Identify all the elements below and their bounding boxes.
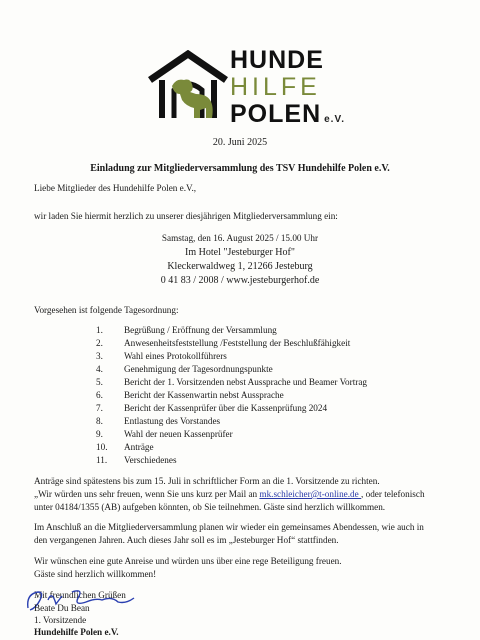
greeting: Liebe Mitglieder des Hundehilfe Polen e.V., [34,183,197,193]
list-item [96,429,233,439]
agenda-text: Entlastung des Vorstandes [124,416,221,426]
motions-line-2-pre: „Wir würden uns sehr freuen, wenn Sie uns kurz per Mail an [34,489,260,499]
agenda-number: 10. [96,442,108,452]
motions-line-2 [34,489,425,499]
agenda-text: Anwesenheitsfeststellung /Feststellung der Beschlußfähigkeit [124,338,351,348]
agenda-text: Wahl der neuen Kassenprüfer [124,429,233,439]
signer-role: 1. Vorsitzende [34,615,87,625]
motions-line-2-post: , oder telefonisch [361,489,425,499]
logo-line-3-text: POLEN [230,100,322,128]
agenda-number: 6. [96,390,103,400]
agenda-number: 11. [96,455,108,465]
agenda-text: Bericht der Kassenprüfer über die Kassenprüfung 2024 [124,403,328,413]
agenda-number: 2. [96,338,103,348]
logo-line-3 [230,102,345,127]
intro-text: wir laden Sie hiermit herzlich zu unserer diesjährigen Mitgliederversammlung ein: [34,211,338,221]
logo-wordmark [230,48,345,127]
dog-silhouette-icon [166,76,216,120]
venue-contact: 0 41 83 / 2008 / www.jesteburgerhof.de [160,275,320,286]
closing-line-1: Wir wünschen eine gute Anreise und würden uns über eine rege Beteiligung freuen. [34,556,342,566]
letter-date: 20. Juni 2025 [212,137,268,148]
list-item [96,364,273,374]
logo-line-2: HILFE [230,73,321,101]
venue-hotel: Im Hotel "Jesteburger Hof" [185,247,295,258]
venue-address: Kleckerwaldweg 1, 21266 Jesteburg [167,261,313,272]
list-item [96,351,227,361]
logo-line-1: HUNDE [230,46,324,74]
venue-datetime: Samstag, den 16. August 2025 / 15.00 Uhr [161,233,319,243]
agenda-number: 7. [96,403,103,413]
list-item [96,325,277,335]
signer-org: Hundehilfe Polen e.V. [34,627,119,637]
signer-name: Beate Du Bean [34,603,90,613]
list-item [96,442,154,452]
agenda-text: Wahl eines Protokollführers [124,351,227,361]
agenda-text: Verschiedenes [124,455,177,465]
agenda-text: Anträge [124,442,154,452]
motions-line-1: Anträge sind spätestens bis zum 15. Juli in schriftlicher Form an die 1. Vorsitzende zu richten. [34,476,380,486]
email-link[interactable]: mk.schleicher@t-online.de [259,489,362,499]
list-item [96,390,284,400]
agenda-number: 1. [96,325,103,335]
agenda-number: 9. [96,429,103,439]
motions-line-3: unter 04184/1355 (AB) aufgeben könnten, ob Sie teilnehmen. Gäste sind herzlich willkommen. [34,502,386,512]
agenda-number: 3. [96,351,103,361]
agenda-number: 5. [96,377,103,387]
list-item [96,455,177,465]
list-item [96,338,350,348]
agenda-number: 4. [96,364,103,374]
dinner-line-2: den vergangenen Jahren. Auch dieses Jahr soll es im „Jesteburger Hof“ stattfinden. [34,535,339,545]
list-item [96,403,327,413]
agenda-text: Bericht der Kassenwartin nebst Aussprache [124,390,284,400]
regards: Mit freundlichen Grüßen [34,590,126,600]
logo-suffix: e.V. [324,114,345,125]
dinner-line-1: Im Anschluß an die Mitgliederversammlung planen wir wieder ein gemeinsames Abendessen, wie auch in [34,522,424,532]
agenda-text: Genehmigung der Tagesordnungspunkte [124,364,273,374]
list-item [96,377,367,387]
agenda-intro: Vorgesehen ist folgende Tagesordnung: [34,305,179,315]
agenda-number: 8. [96,416,103,426]
closing-line-2: Gäste sind herzlich willkommen! [34,569,157,579]
agenda-text: Bericht der 1. Vorsitzenden nebst Aussprache und Beamer Vortrag [124,377,367,387]
letter-title: Einladung zur Mitgliederversammlung des TSV Hundehilfe Polen e.V. [90,163,390,174]
list-item [96,416,220,426]
agenda-text: Begrüßung / Eröffnung der Versammlung [124,325,277,335]
